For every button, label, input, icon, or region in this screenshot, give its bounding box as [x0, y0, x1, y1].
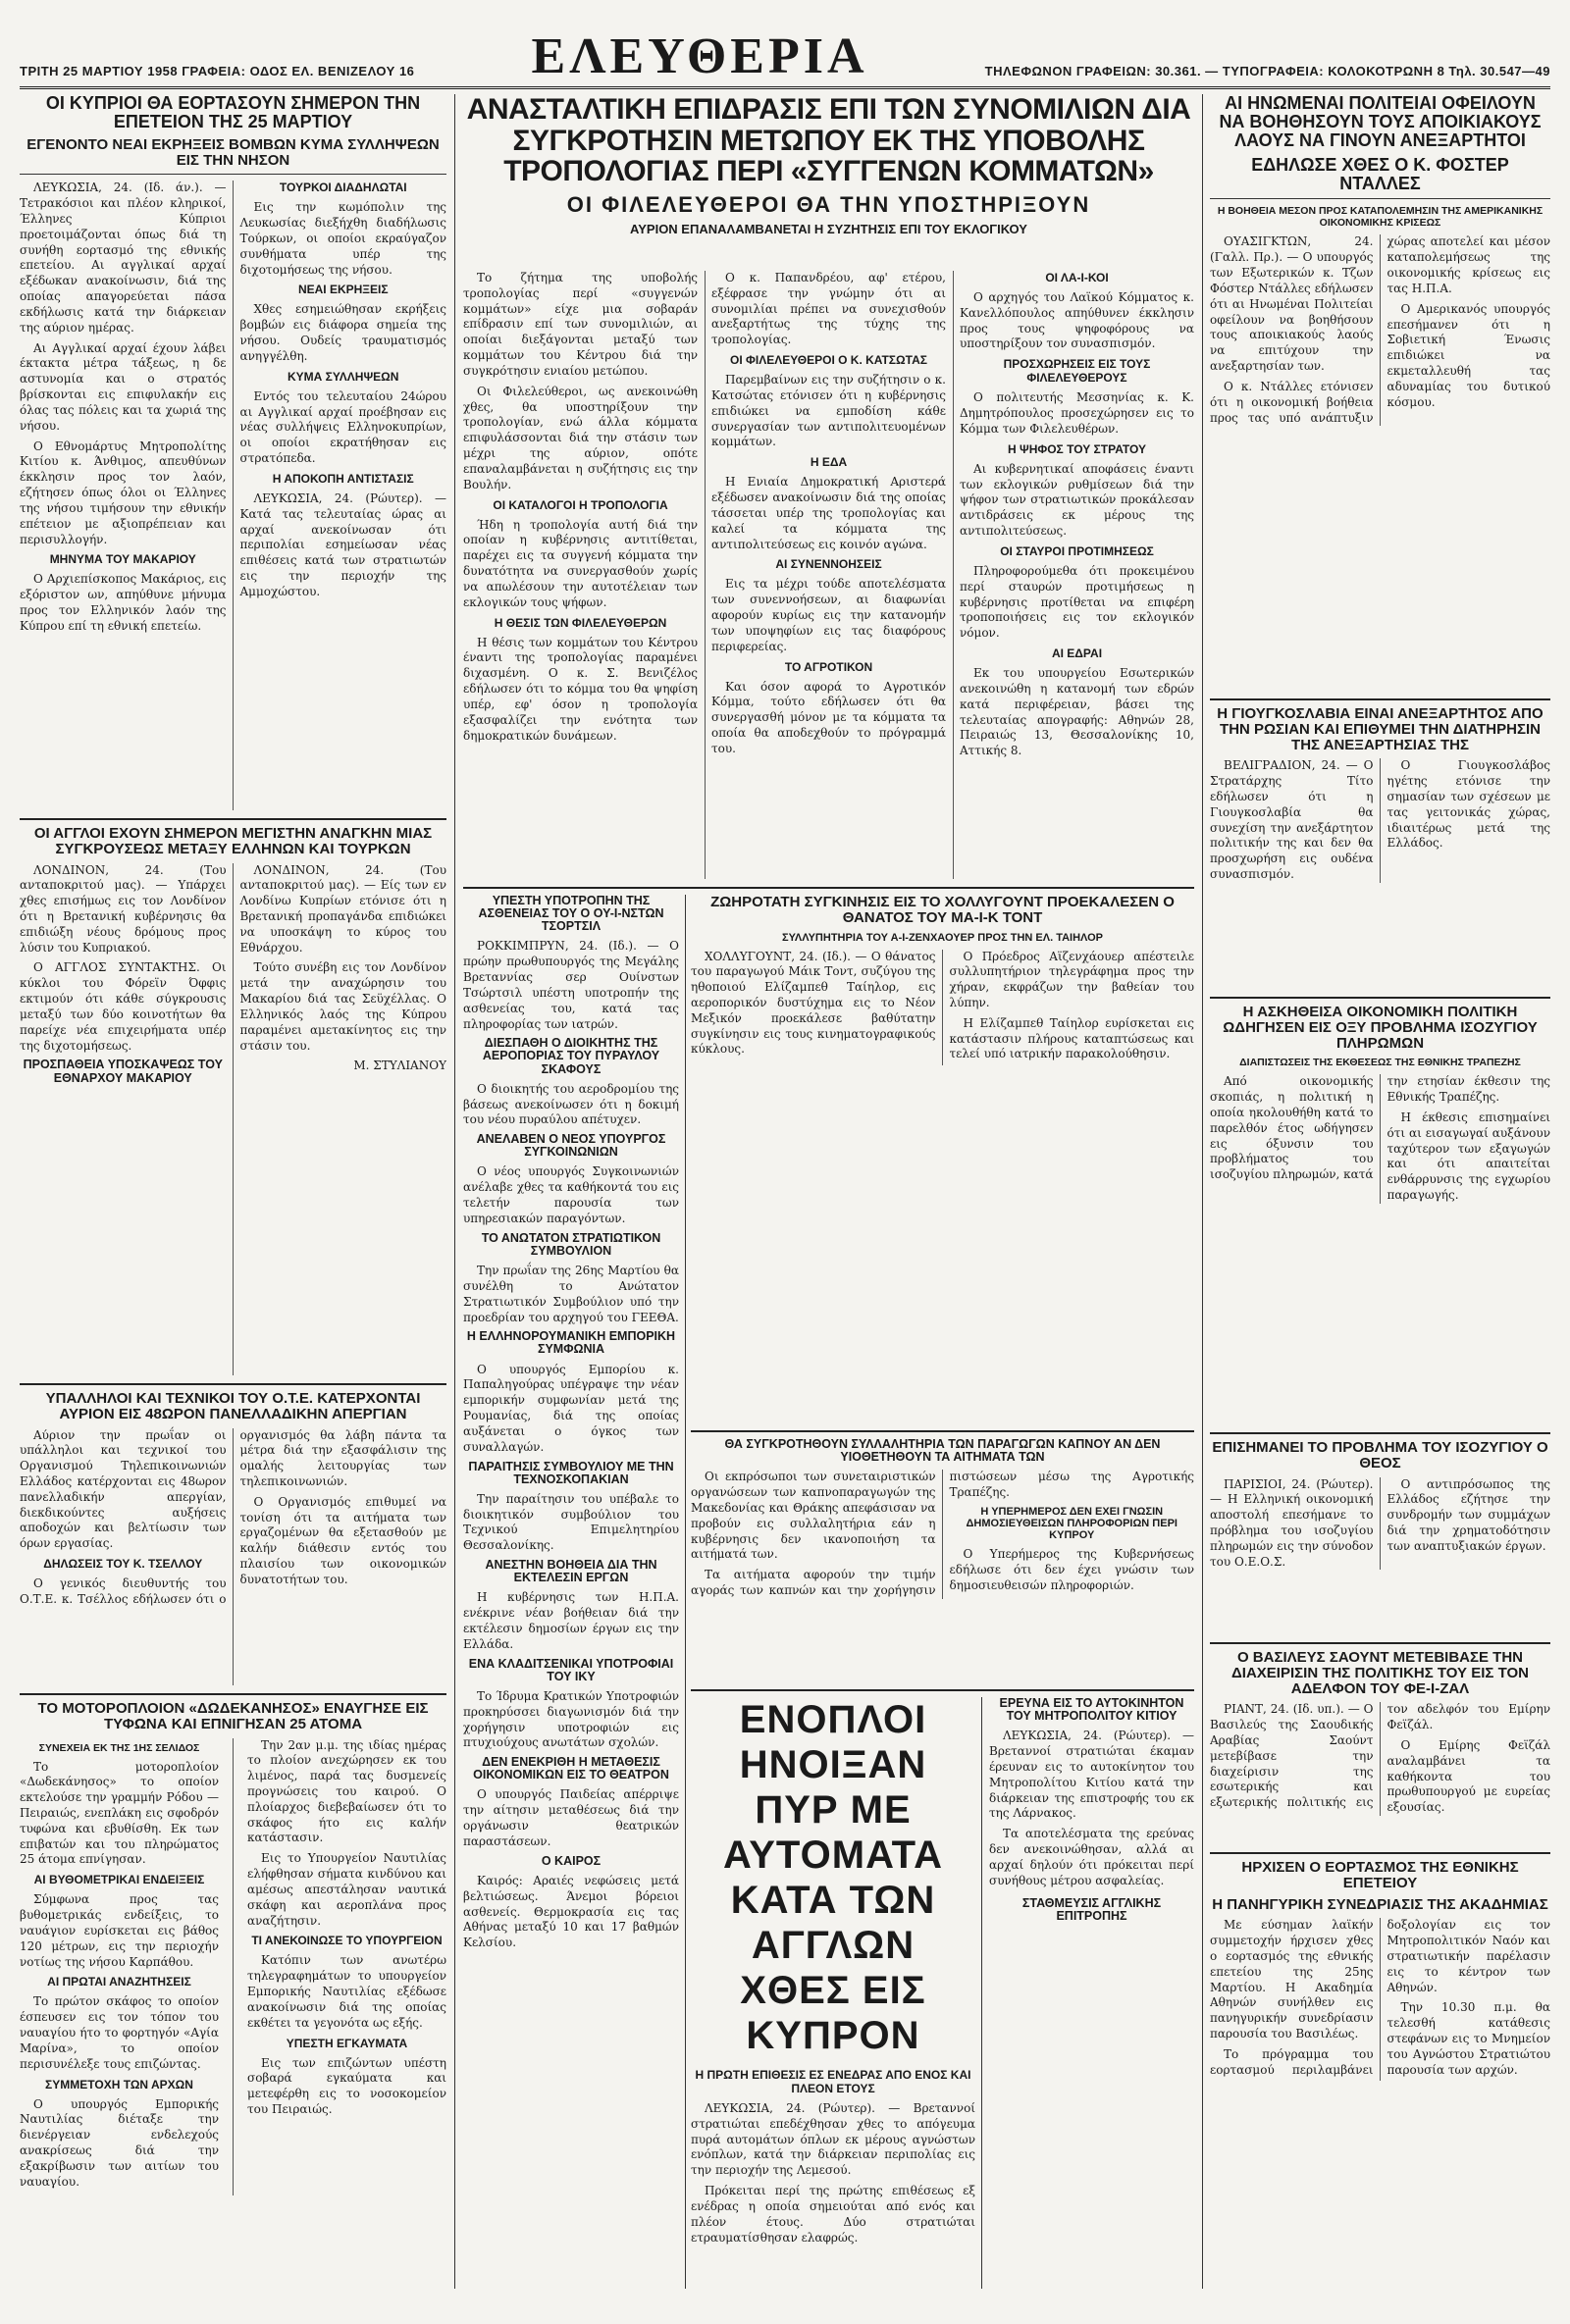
paragraph: Ο Αρχιεπίσκοπος Μακάριος, εις εξόριστον ων, απηύθυνε μήνυμα προς τον Ελληνικόν λαόν της Κύπρου επί τη εθνική επετείω. — [20, 572, 227, 633]
headline: Ο ΚΑΙΡΟΣ — [541, 1853, 602, 1868]
subheading: ΑΙ ΠΡΩΤΑΙ ΑΝΑΖΗΤΗΣΕΙΣ — [47, 1975, 191, 1989]
paragraph: Ο Εμίρης Φεϊζάλ αναλαμβάνει τα καθήκοντα του πρωθυπουργού με ευρείας εξουσίας. — [1387, 1737, 1550, 1815]
headline: ΠΑΡΑΙΤΗΣΙΣ ΣΥΜΒΟΥΛΙΟΥ ΜΕ ΤΗΝ ΤΕΧΝΟΣΚΟΠΑΚΙΑΝ — [468, 1459, 674, 1486]
headline: ΘΑ ΣΥΓΚΡΟΤΗΘΟΥΝ ΣΥΛΛΑΛΗΤΗΡΙΑ ΤΩΝ ΠΑΡΑΓΩΓΩΝ ΚΑΠΝΟΥ ΑΝ ΔΕΝ ΥΙΟΘΕΤΗΘΟΥΝ ΤΑ ΑΙΤΗΜΑΤΑ ΤΩΝ — [724, 1438, 1161, 1465]
headline: ΤΟ ΑΝΩΤΑΤΟΝ ΣΤΡΑΤΙΩΤΙΚΟΝ ΣΥΜΒΟΥΛΙΟΝ — [481, 1230, 661, 1258]
paragraph: ΛΟΝΔΙΝΟΝ, 24. (Του ανταποκριτού μας). — Είς των εν Λονδίνω Κυπρίων ετόνισε ότι η Βρετανική προπαγάνδα επιδιώκει να υποσκάψη το κύρος του Εθνάρχου. — [239, 862, 446, 955]
subheading: ΑΙ ΒΥΘΟΜΕΤΡΙΚΑΙ ΕΝΔΕΙΞΕΙΣ — [33, 1873, 205, 1887]
article-king-saud — [1210, 1650, 1550, 1846]
paragraph: Ο αρχηγός του Λαϊκού Κόμματος κ. Κανελλόπουλος απηύθυνεν έκκλησιν προς τους ψηφοφόρους να υποστηρίξουν τον συνασπισμόν. — [960, 290, 1194, 351]
paragraph: Το Ίδρυμα Κρατικών Υποτροφιών προκηρύσσει διαγωνισμόν διά την χορήγησιν υποτροφιών εις πτυχιούχους ανωτάτων σχολών. — [463, 1688, 679, 1750]
headline: ΤΟ ΜΟΤΟΡΟΠΛΟΙΟΝ «ΔΩΔΕΚΑΝΗΣΟΣ» ΕΝΑΥΓΗΣΕ ΕΙΣ ΤΥΦΩΝΑ ΚΑΙ ΕΠΝΙΓΗΣΑΝ 25 ΑΤΟΜΑ — [37, 1701, 429, 1732]
headline-secondary: ΕΓΕΝΟΝΤΟ ΝΕΑΙ ΕΚΡΗΞΕΙΣ ΒΟΜΒΩΝ ΚΥΜΑ ΣΥΛΛΗΨΕΩΝ ΕΙΣ ΤΗΝ ΝΗΣΟΝ — [20, 137, 446, 176]
section-rule — [463, 887, 1194, 889]
main-kicker: ΑΥΡΙΟΝ ΕΠΑΝΑΛΑΜΒΑΝΕΤΑΙ Η ΣΥΖΗΤΗΣΙΣ ΕΠΙ ΤΟΥ ΕΚΛΟΓΙΚΟΥ — [630, 221, 1027, 236]
paragraph: ΠΑΡΙΣΙΟΙ, 24. (Ρώυτερ). — Η Ελληνική οικονομική αποστολή επεσήμανε το πρόβλημα του ισοζυγίου πληρωμών εις την σύνοδον του Ο.Ε.Ο.Σ. — [1210, 1476, 1374, 1569]
subheading: ΟΙ ΛΑ-Ι-ΚΟΙ — [1045, 271, 1109, 284]
paragraph: Ο υπουργός Εμπορίου κ. Παπαληγούρας υπέγραψε την νέαν εμπορικήν συμφωνίαν μετά της Ρουμανίας, διά της οποίας αυξάνεται ο όγκος των συναλλαγών. — [463, 1362, 679, 1454]
main-story-headlines — [463, 94, 1194, 266]
paragraph: Τούτο συνέβη εις τον Λονδίνον μετά την αναχώρησιν του Μακαρίου διά τας Σεϋχέλλας. Ο Ελληνικός λαός της Κύπρου παραμένει αμετακίνητος εις την στάσιν του. — [239, 960, 446, 1053]
masthead-phones: ΤΗΛΕΦΩΝΟΝ ΓΡΑΦΕΙΩΝ: 30.361. — ΤΥΠΟΓΡΑΦΕΙΑ: ΚΟΛΟΚΟΤΡΩΝΗ 8 Τηλ. 30.547—49 — [984, 64, 1550, 78]
paragraph: Ο αντιπρόσωπος της Ελλάδος εζήτησε την συνδρομήν των συμμάχων διά την χρηματοδότησιν των αναπτυξιακών έργων. — [1387, 1476, 1550, 1553]
subheading: ΑΙ ΣΥΝΕΝΝΟΗΣΕΙΣ — [775, 557, 882, 572]
paragraph: Πρόκειται περί της πρώτης επιθέσεως εξ ενέδρας η οποία σημειούται από ενός και πλέον έτους. Δύο στρατιώται ετραυματίσθησαν ελαφρώς. — [691, 2184, 975, 2245]
subheading: ΤΟ ΑΓΡΟΤΙΚΟΝ — [784, 659, 873, 674]
paragraph: Εκ του υπουργείου Εσωτερικών ανεκοινώθη η κατανομή των εδρών κατά περιφέρειαν, βάσει της τελευταίας απογραφής: Αθηνών 28, Πειραιώς 13, Θεσσαλονίκης 10, Αττικής 8. — [960, 666, 1194, 758]
headline: Η ΕΛΛΗΝΟΡΟΥΜΑΝΙΚΗ ΕΜΠΟΡΙΚΗ ΣΥΜΦΩΝΙΑ — [466, 1329, 676, 1357]
paragraph: ΛΕΥΚΩΣΙΑ, 24. (Ιδ. άν.). — Τετρακόσιοι και πλέον κληρικοί, Έλληνες Κύπριοι προετοιμάζονται όπως διά τη συνήθη εορτασμό της εθνικής επετείου. Αι αγγλικαί αρχαί εξέδωκαν ανακοίνωσιν, διά της οποίας απαγορεύεται πάσα εκδήλωσις κατά την διάρκειαν της αύριον ημέρας. — [20, 181, 227, 335]
newspaper-page — [20, 18, 1550, 2289]
subheading: Η ΒΟΗΘΕΙΑ ΜΕΣΟΝ ΠΡΟΣ ΚΑΤΑΠΟΛΕΜΗΣΙΝ ΤΗΣ ΑΜΕΡΙΚΑΝΙΚΗΣ ΟΙΚΟΝΟΜΙΚΗΣ ΚΡΙΣΕΩΣ — [1217, 205, 1544, 230]
subheading: ΟΙ ΚΑΤΑΛΟΓΟΙ Η ΤΡΟΠΟΛΟΓΙΑ — [493, 497, 668, 512]
headline: ΑΙ ΗΝΩΜΕΝΑΙ ΠΟΛΙΤΕΙΑΙ ΟΦΕΙΛΟΥΝ ΝΑ ΒΟΗΘΗΣΟΥΝ ΤΟΥΣ ΑΠΟΙΚΙΑΚΟΥΣ ΛΑΟΥΣ ΝΑ ΓΙΝΟΥΝ ΑΝΕΞΑΡΤΗΤΟΙ — [1219, 94, 1542, 150]
paragraph: ΡΟΚΚΙΜΠΡΥΝ, 24. (Ιδ.). — Ο πρώην πρωθυπουργός της Μεγάλης Βρεταννίας σερ Ουίνστων Τσώρτσιλ υπέστη υποτροπήν της ασθενείας του, κατά τας πληροφορίας των ιατρών. — [463, 939, 679, 1031]
big-headline-line: ΕΝΟΠΛΟΙ ΗΝΟΙΞΑΝ — [739, 1698, 927, 1786]
paragraph: Ο Πρόεδρος Αϊζενχάουερ απέστειλε συλλυπητήριον τηλεγράφημα προς την χήραν, εκφράζων την βαθείαν του λύπην. — [949, 949, 1194, 1009]
paragraph: ΧΟΛΛΥΓΟΥΝΤ, 24. (Ιδ.). — Ο θάνατος του παραγωγού Μάικ Τοντ, συζύγου της ηθοποιού Ελίζαμπεθ Ταίηλορ, εις αεροπορικόν δυστύχημα εις το Νέον Μεξικόν προεκάλεσε βαθύτατην συγκίνησιν εις τους κινηματογραφικούς κύκλους. — [691, 949, 936, 1057]
headline: ΕΠΙΣΗΜΑΝΕΙ ΤΟ ΠΡΟΒΛΗΜΑ ΤΟΥ ΙΣΟΖΥΓΙΟΥ Ο ΘΕΟΣ — [1212, 1440, 1548, 1472]
column-rule — [1202, 94, 1203, 2289]
paragraph: Ο υπουργός Παιδείας απέρριψε την αίτησιν μεταθέσεως διά την οργάνωσιν θεατρικών παραστάσεων. — [463, 1787, 679, 1848]
paragraph: Την 2αν μ.μ. της ιδίας ημέρας το πλοίον ανεχώρησεν εκ του λιμένος, παρά τας δυσμενείς προγνώσεις του καιρού. Ο πλοίαρχος διεβεβαίωσεν ότι το σκάφος ήτο εις καλήν κατάστασιν. — [247, 1737, 446, 1845]
paragraph: ΛΟΝΔΙΝΟΝ, 24. (Του ανταποκριτού μας). — Υπάρχει χθες επισήμως εις τον Λονδίνον ότι η Βρετανική κυβέρνησις θα επιδιώξη νέους δρόμους προς λύσιν του Κυπριακού. — [20, 862, 227, 955]
paragraph: ΛΕΥΚΩΣΙΑ, 24. (Ρώυτερ). — Κατά τας τελευταίας ώρας αι αρχαί ανεκοίνωσαν ότι περιπολίαι εσημείωσαν νέας επιθέσεις κατά των στρατιωτών εις την περιοχήν της Αμμοχώστου. — [239, 491, 446, 598]
paragraph: Η θέσις των κομμάτων του Κέντρου έναντι της τροπολογίας παραμένει διχασμένη. Ο κ. Σ. Βενιζέλος εδήλωσεν ότι το κόμμα του θα ψηφίση υπέρ, εφ' όσον η τροπολογία εξασφαλίζει την ενότητα των δημοκρατικών δυνάμεων. — [463, 635, 698, 743]
paragraph: ΛΕΥΚΩΣΙΑ, 24. (Ρώυτερ). — Βρεταννοί στρατιώται έκαμαν έρευναν εις το αυτοκίνητον του Μητροπολίτου Κιτίου κατά την διάρκειαν της επιστροφής του εκ της Λάρνακος. — [989, 1729, 1194, 1821]
subheading: Η ΠΡΩΤΗ ΕΠΙΘΕΣΙΣ ΕΣ ΕΝΕΔΡΑΣ ΑΠΟ ΕΝΟΣ ΚΑΙ ΠΛΕΟΝ ΕΤΟΥΣ — [695, 2068, 971, 2095]
paragraph: Αι κυβερνητικαί αποφάσεις έναντι των εκλογικών ρυθμίσεων διά την ψήφον των στρατιωτικών προκάλεσαν αντιδράσεις εκ μέρους της αντιπολιτεύσεως. — [960, 461, 1194, 539]
headline: ΟΙ ΑΓΓΛΟΙ ΕΧΟΥΝ ΣΗΜΕΡΟΝ ΜΕΓΙΣΤΗΝ ΑΝΑΓΚΗΝ ΜΙΑΣ ΣΥΓΚΡΟΥΣΕΩΣ ΜΕΤΑΞΥ ΕΛΛΗΝΩΝ ΚΑΙ ΤΟΥΡΚΩΝ — [33, 826, 433, 857]
paragraph: Ο διοικητής του αεροδρομίου της βάσεως ανεκοίνωσεν ότι η δοκιμή του νέου πυραύλου απέτυχεν. — [463, 1081, 679, 1127]
headline: ΥΠΕΣΤΗ ΥΠΟΤΡΟΠΗΝ ΤΗΣ ΑΣΘΕΝΕΙΑΣ ΤΟΥ Ο ΟΥ-Ι-ΝΣΤΩΝ ΤΣΟΡΤΣΙΛ — [478, 895, 664, 934]
article-british-conflict — [20, 826, 446, 1375]
subheading: ΤΙ ΑΝΕΚΟΙΝΩΣΕ ΤΟ ΥΠΟΥΡΓΕΙΟΝ — [251, 1934, 443, 1948]
section-rule — [1210, 1432, 1550, 1434]
paragraph: Ο γενικός διευθυντής του Ο.Τ.Ε. κ. Τσέλλος εδήλωσεν ότι ο οργανισμός θα λάβη πάντα τα μέτρα διά την εξασφάλισιν της ομαλής λειτουργίας των τηλεπικοινωνιών. — [20, 1427, 446, 1606]
paragraph: ΛΕΥΚΩΣΙΑ, 24. (Ρώυτερ). — Βρεταννοί στρατιώται επεδέχθησαν χθες το απόγευμα πυρά αυτομάτων όπλων εκ μέρους αγνώστων ενόπλων, κατά την διάρκειαν περιπολίας εις την περιοχήν της Λεμεσού. — [691, 2101, 975, 2178]
subheading: ΜΗΝΥΜΑ ΤΟΥ ΜΑΚΑΡΙΟΥ — [49, 552, 196, 567]
page-grid — [20, 94, 1550, 2289]
headline-secondary: ΕΔΗΛΩΣΕ ΧΘΕΣ Ο Κ. ΦΟΣΤΕΡ ΝΤΑΛΛΕΣ — [1210, 156, 1550, 200]
main-subheadline: ΟΙ ΦΙΛΕΛΕΥΘΕΡΟΙ ΘΑ ΤΗΝ ΥΠΟΣΤΗΡΙΞΟΥΝ — [566, 191, 1091, 217]
paragraph: Χθες εσημειώθησαν εκρήξεις βομβών εις διάφορα σημεία της νήσου. Ουδείς τραυματισμός ανηγγέλθη. — [239, 302, 446, 363]
article-balance-oees — [1210, 1440, 1550, 1636]
subheading: ΣΥΜΜΕΤΟΧΗ ΤΩΝ ΑΡΧΩΝ — [45, 2077, 193, 2092]
paragraph: Οι εκπρόσωποι των συνεταιριστικών οργανώσεων των καπνοπαραγωγών της Μακεδονίας και Θράκης απεφάσισαν να προβούν εις συλλαλητήρια εάν η κυβέρνησις δεν ικανοποιήση τα αιτήματά των. — [691, 1470, 936, 1562]
subheading: ΣΥΛΛΥΠΗΤΗΡΙΑ ΤΟΥ Α-Ι-ΖΕΝΧΑΟΥΕΡ ΠΡΟΣ ΤΗΝ ΕΛ. ΤΑΙΗΛΟΡ — [781, 931, 1103, 944]
paragraph: Εις των επιζώντων υπέστη σοβαρά εγκαύματα και μετεφέρθη εις το νοσοκομείον του Πειραιώς. — [247, 2055, 446, 2117]
paragraph: Ο ΑΓΓΛΟΣ ΣΥΝΤΑΚΤΗΣ. Οι κύκλοι του Φόρεϊν Όφφις εκτιμούν ότι κάθε σύγκρουσις μεταξύ των δύο κοινοτήτων θα παρείχε νέα επιχειρήματα υπέρ της διχοτομήσεως. — [20, 960, 227, 1053]
main-story-body — [463, 271, 1194, 879]
paragraph: Η Ελίζαμπεθ Ταίηλορ ευρίσκεται εις κατάστασιν πλήρους καταπτώσεως και τελεί υπό ιατρικήν παρακολούθησιν. — [949, 1015, 1194, 1061]
big-headline-line: ΧΘΕΣ ΕΙΣ ΚΥΠΡΟΝ — [740, 1969, 926, 2057]
article-national-anniversary — [1210, 1860, 1550, 2289]
paragraph: Ο κ. Παπανδρέου, αφ' ετέρου, εξέφρασε την γνώμην ότι αι συνομιλίαι πρέπει να συνεχισθούν ανεξαρτήτως της τύχης της τροπολογίας. — [711, 271, 946, 347]
short-news-column — [463, 895, 679, 2289]
paragraph: Το πρόγραμμα του εορτασμού περιλαμβάνει δοξολογίαν εις τον Μητροπολιτικόν Ναόν και στρατιωτικήν παρέλασιν εις το κέντρον των Αθηνών. — [1210, 1918, 1550, 2077]
subheading: ΚΥΜΑ ΣΥΛΛΗΨΕΩΝ — [288, 369, 399, 384]
article-yugoslavia — [1210, 706, 1550, 991]
paragraph: Την παραίτησιν του υπέβαλε το διοικητικόν συμβούλιον του Τεχνικού Επιμελητηρίου Θεσσαλονίκης. — [463, 1491, 679, 1553]
headline: ΕΡΕΥΝΑ ΕΙΣ ΤΟ ΑΥΤΟΚΙΝΗΤΟΝ ΤΟΥ ΜΗΤΡΟΠΟΛΙΤΟΥ ΚΙΤΙΟΥ — [999, 1697, 1184, 1724]
article-armed-attack-cyprus — [691, 1697, 975, 2289]
main-headline: ΑΝΑΣΤΑΛΤΙΚΗ ΕΠΙΔΡΑΣΙΣ ΕΠΙ ΤΩΝ ΣΥΝΟΜΙΛΙΩΝ ΔΙΑ ΣΥΓΚΡΟΤΗΣΙΝ ΜΕΤΩΠΟΥ ΕΚ ΤΗΣ ΥΠΟΒΟΛΗΣ ΤΡΟΠΟΛΟΓΙΑΣ ΠΕΡΙ «ΣΥΓΓΕΝΩΝ ΚΟΜΜΑΤΩΝ» — [466, 94, 1191, 187]
column-rule — [685, 895, 686, 2289]
section-rule — [20, 818, 446, 820]
paragraph: Ο νέος υπουργός Συγκοινωνιών ανέλαβε χθες τα καθήκοντά του εις τελετήν παρουσία των υπηρεσιακών παραγόντων. — [463, 1164, 679, 1225]
subheading: ΤΟΥΡΚΟΙ ΔΙΑΔΗΛΩΤΑΙ — [279, 181, 407, 195]
newspaper-title: ΕΛΕΥΘΕΡΙΑ — [531, 28, 868, 84]
paragraph: ΒΕΛΙΓΡΑΔΙΟΝ, 24. — Ο Στρατάρχης Τίτο εδήλωσεν ότι η Γιουγκοσλαβία θα συνεχίση την ανεξάρτητον πολιτικήν της και δεν θα προσχωρήση εις ουδένα συνασπισμόν. — [1210, 758, 1374, 882]
subheading: ΟΙ ΦΙΛΕΛΕΥΘΕΡΟΙ Ο Κ. ΚΑΤΣΩΤΑΣ — [730, 353, 927, 368]
paragraph: Το ζήτημα της υποβολής τροπολογίας περί «συγγενών κομμάτων» είχε μια σοβαράν επίδρασιν επί των συνομιλιών, αι οποίαι διεξάγονται μεταξύ των κομμάτων του Κέντρου διά την συγκρότησιν ενιαίου μετώπου. — [463, 271, 698, 378]
headline: ΑΝΕΛΑΒΕΝ Ο ΝΕΟΣ ΥΠΟΥΡΓΟΣ ΣΥΓΚΟΙΝΩΝΙΩΝ — [476, 1132, 666, 1160]
subheading: ΔΙΑΠΙΣΤΩΣΕΙΣ ΤΗΣ ΕΚΘΕΣΕΩΣ ΤΗΣ ΕΘΝΙΚΗΣ ΤΡΑΠΕΖΗΣ — [1239, 1057, 1521, 1069]
section-rule — [1210, 1642, 1550, 1644]
subheading: ΔΗΛΩΣΕΙΣ ΤΟΥ Κ. ΤΣΕΛΛΟΥ — [43, 1557, 203, 1572]
byline: Μ. ΣΤΥΛΙΑΝΟΥ — [353, 1059, 446, 1073]
paragraph: Ο Εθνομάρτυς Μητροπολίτης Κιτίου κ. Άνθιμος, απευθύνων έκκλησιν προς τον λαόν, εζήτησεν όπως όλοι οι Έλληνες της νήσου τιμήσουν την εθνικήν επέτειον με αξιοπρέπειαν και περισυλλογήν. — [20, 439, 227, 546]
paragraph: Εντός του τελευταίου 24ώρου αι Αγγλικαί αρχαί προέβησαν εις νέας συλλήψεις Ελληνοκυπρίων, οι οποίοι εκρατήθησαν εις στρατόπεδα. — [239, 388, 446, 466]
article-balance-of-payments — [1210, 1005, 1550, 1426]
paragraph: Σύμφωνα προς τας βυθομετρικάς ενδείξεις, το ναυάγιον ευρίσκεται εις βάθος 120 μέτρων, εις την περιοχήν νοτίως της νήσου Καρπάθου. — [20, 1892, 219, 1969]
section-rule — [691, 1689, 1194, 1691]
paragraph: Τα αποτελέσματα της ερεύνας δεν ανεκοινώθησαν, αλλά αι αρχαί δηλούν ότι πρόκειται περί συνήθους μέτρου ασφαλείας. — [989, 1827, 1194, 1887]
paragraph: Αύριον την πρωΐαν οι υπάλληλοι και τεχνικοί του Οργανισμού Τηλεπικοινωνιών Ελλάδος κατέρχονται εις 48ωρον πανελλαδικήν απεργίαν, διεκδικούντες αυξήσεις αποδοχών και βελτίωσιν των όρων εργασίας. — [20, 1427, 227, 1551]
masthead-date-address: ΤΡΙΤΗ 25 ΜΑΡΤΙΟΥ 1958 ΓΡΑΦΕΙΑ: ΟΔΟΣ ΕΛ. ΒΕΝΙΖΕΛΟΥ 16 — [20, 64, 415, 78]
subheading: Η ΨΗΦΟΣ ΤΟΥ ΣΤΡΑΤΟΥ — [1008, 441, 1146, 456]
paragraph: Και όσον αφορά το Αγροτικόν Κόμμα, τούτο εδήλωσεν ότι θα συνεργασθή μόνον με τα κόμματα τα οποία θα αποδεχθούν το πρόγραμμά του. — [711, 679, 946, 755]
big-headline-line: ΚΑΤΑ ΤΩΝ ΑΓΓΛΩΝ — [730, 1879, 936, 1967]
paragraph: Την 10.30 π.μ. θα τελεσθή κατάθεσις στεφάνων εις το Μνημείον του Αγνώστου Στρατιώτου παρουσία των αρχών. — [1387, 2000, 1550, 2077]
section-rule — [1210, 1852, 1550, 1854]
paragraph: Το πρώτον σκάφος το οποίον έσπευσεν εις τον τόπον του ναυαγίου ήτο το φορτηγόν «Αγία Μαρίνα», το οποίον περισυνέλεξε τους επιζώντας. — [20, 1994, 219, 2071]
big-headline — [691, 1697, 975, 2058]
headline: ΔΕΝ ΕΝΕΚΡΙΘΗ Η ΜΕΤΑΘΕΣΙΣ ΟΙΚΟΝΟΜΙΚΩΝ ΕΙΣ ΤΟ ΘΕΑΤΡΟΝ — [473, 1755, 669, 1782]
subheading: ΥΠΕΣΤΗ ΕΓΚΑΥΜΑΤΑ — [286, 2036, 408, 2050]
paragraph: Τα αιτήματα αφορούν την τιμήν αγοράς των καπνών και την χορήγησιν πιστώσεων μέσω της Αγροτικής Τραπέζης. — [691, 1470, 1194, 1598]
paragraph: ΟΥΑΣΙΓΚΤΩΝ, 24. (Γαλλ. Πρ.). — Ο υπουργός των Εξωτερικών κ. Τζων Φόστερ Ντάλλες εδήλωσεν ότι αι Ηνωμέναι Πολιτείαι οφείλουν να βοηθήσουν τους αποικιακούς λαούς να επιτύχουν την ανεξαρτησίαν των. — [1210, 234, 1374, 374]
paragraph: ΡΙΑΝΤ, 24. (Ιδ. υπ.). — Ο Βασιλεύς της Σαουδικής Αραβίας Σαούντ μετεβίβασε την διαχείρισιν της εσωτερικής και εξωτερικής πολιτικής εις τον αδελφόν του Εμίρην Φεϊζάλ. — [1210, 1702, 1550, 1810]
headline: Η ΓΙΟΥΓΚΟΣΛΑΒΙΑ ΕΙΝΑΙ ΑΝΕΞΑΡΤΗΤΟΣ ΑΠΟ ΤΗΝ ΡΩΣΙΑΝ ΚΑΙ ΕΠΙΘΥΜΕΙ ΤΗΝ ΔΙΑΤΗΡΗΣΙΝ ΤΗΣ ΑΝΕΞΑΡΤΗΣΙΑΣ ΤΗΣ — [1217, 706, 1544, 753]
continuation-note: ΣΥΝΕΧΕΙΑ ΕΚ ΤΗΣ 1ΗΣ ΣΕΛΙΔΟΣ — [38, 1741, 200, 1754]
subheading: ΑΙ ΕΔΡΑΙ — [1051, 646, 1103, 661]
paragraph: Ο Υπερήμερος της Κυβερνήσεως εδήλωσε ότι δεν έχει γνώσιν των δημοσιευθεισών πληροφοριών. — [949, 1546, 1194, 1592]
paragraph: Κατόπιν των ανωτέρω τηλεγραφημάτων το υπουργείον Εμπορικής Ναυτιλίας εξέδωσε ανακοίνωσιν διά της οποίας εκθέτει τα γεγονότα ως εξής. — [247, 1953, 446, 2030]
section-rule — [1210, 698, 1550, 700]
article-cyprus-anniversary — [20, 94, 446, 810]
paragraph: Πληροφορούμεθα ότι προκειμένου περί σταυρών προτιμήσεως η κυβέρνησις προτίθεται να επιφέρη τροποποιήσεις εις τον εκλογικόν νόμον. — [960, 563, 1194, 641]
column-rule — [981, 1697, 982, 2289]
paragraph: Το μοτοροπλοίον «Δωδεκάνησος» το οποίον εκτελούσε την γραμμήν Ρόδου — Πειραιώς, ενεπλάκη εις σφοδρόν τυφώνα και εβυθίσθη. Εκ των επιβατών και του πληρώματος 25 άτομα επνίγησαν. — [20, 1759, 219, 1867]
headline: Η ΑΣΚΗΘΕΙΣΑ ΟΙΚΟΝΟΜΙΚΗ ΠΟΛΙΤΙΚΗ ΩΔΗΓΗΣΕΝ ΕΙΣ ΟΞΥ ΠΡΟΒΛΗΜΑ ΙΣΟΖΥΓΙΟΥ ΠΛΗΡΩΜΩΝ — [1223, 1005, 1538, 1052]
paragraph: Εις τα μέχρι τούδε αποτελέσματα των συνεννοήσεων, αι διαφωνίαι αφορούν κυρίως εις την κατανομήν των υποψηφίων εις τας διαφόρους περιφερείας. — [711, 577, 946, 653]
article-tobacco-producers — [691, 1438, 1194, 1683]
paragraph: Ο Γιουγκοσλάβος ηγέτης ετόνισε την σημασίαν των σχέσεων με τας γειτονικάς χώρας, ιδιαιτέρως μετά της Ελλάδος. — [1387, 758, 1550, 851]
paragraph: Παρεμβαίνων εις την συζήτησιν ο κ. Κατσώτας ετόνισεν ότι η κυβέρνησις επιδιώκει να εμποδίση κάθε συνεργασίαν των αντιπολιτευομένων κομμάτων. — [711, 373, 946, 449]
headline: ΕΝΑ ΚΛΑΔΙΤΣΕΝΙΚΑΙ ΥΠΟΤΡΟΦΙΑΙ ΤΟΥ ΙΚΥ — [468, 1656, 674, 1683]
paragraph: Ο υπουργός Εμπορικής Ναυτιλίας διέταξε την διενέργειαν ενδελεχούς ανακρίσεως διά την εξακρίβωσιν των αιτίων του ναυαγίου. — [20, 2096, 219, 2189]
paragraph: Η κυβέρνησις των Η.Π.Α. ενέκρινε νέαν βοήθειαν διά την εκτέλεσιν δημοσίων έργων εις την Ελλάδα. — [463, 1590, 679, 1651]
paragraph: Ο κ. Ντάλλες ετόνισεν ότι η οικονομική βοήθεια προς τας υπό ανάπτυξιν χώρας αποτελεί και μέσον καταπολεμήσεως της οικονομικής κρίσεως εις τας Η.Π.Α. — [1210, 234, 1550, 425]
paragraph: Η έκθεσις επισημαίνει ότι αι εισαγωγαί αυξάνουν ταχύτερον των εξαγωγών και ότι απαιτείται ενθάρρυνσις της εγχωρίου παραγωγής. — [1387, 1110, 1550, 1203]
paragraph: Εις το Υπουργείον Ναυτιλίας ελήφθησαν σήματα κινδύνου και αμέσως απεστάλησαν ναυτικά σκάφη και αεροπλάνα προς αναζήτησιν. — [247, 1851, 446, 1928]
subheading: Η ΘΕΣΙΣ ΤΩΝ ΦΙΛΕΛΕΥΘΕΡΩΝ — [494, 615, 667, 630]
article-hollywood-mike-todd — [691, 895, 1194, 1424]
article-ote-strike — [20, 1391, 446, 1685]
article-search-bishop-car — [989, 1697, 1194, 2289]
paragraph: Την πρωΐαν της 26ης Μαρτίου θα συνέλθη το Ανώτατον Στρατιωτικόν Συμβούλιον υπό την προεδρίαν του αρχηγού του ΓΕΕΘΑ. — [463, 1264, 679, 1324]
paragraph: Ήδη η τροπολογία αυτή διά την οποίαν η κυβέρνησις αντιτίθεται, παρέχει εις τα συγγενή κόμματα την δυνατότητα να συνεργασθούν χωρίς να απωλέσουν την αυτοτέλειαν των εκλογικών τους ψήφων. — [463, 517, 698, 609]
section-rule — [20, 1693, 446, 1695]
paragraph: Αι Αγγλικαί αρχαί έχουν λάβει έκτακτα μέτρα τάξεως, η δε αστυνομία και ο στρατός βρίσκονται εις επιφυλακήν εις όλας τας πόλεις και τα χωριά της νήσου. — [20, 340, 227, 433]
section-rule — [1210, 997, 1550, 999]
headline-secondary: Η ΠΑΝΗΓΥΡΙΚΗ ΣΥΝΕΔΡΙΑΣΙΣ ΤΗΣ ΑΚΑΔΗΜΙΑΣ — [1212, 1895, 1548, 1913]
section-rule — [20, 1383, 446, 1385]
headline: ΟΙ ΚΥΠΡΙΟΙ ΘΑ ΕΟΡΤΑΣΟΥΝ ΣΗΜΕΡΟΝ ΤΗΝ ΕΠΕΤΕΙΟΝ ΤΗΣ 25 ΜΑΡΤΙΟΥ — [45, 94, 421, 131]
paragraph: Από οικονομικής σκοπιάς, η πολιτική η οποία ηκολουθήθη κατά το παρελθόν έτος ωδήγησεν εις όξυνσιν του προβλήματος του ισοζυγίου πληρωμών, κατά την ετησίαν έκθεσιν της Εθνικής Τραπέζης. — [1210, 1074, 1550, 1182]
paragraph: Καιρός: Αραιές νεφώσεις μετά βελτιώσεως. Άνεμοι βόρειοι ασθενείς. Θερμοκρασία εις τας Αθήνας μεταξύ 10 και 17 βαθμών Κελσίου. — [463, 1873, 679, 1950]
paragraph: Με εύσημαν λαϊκήν συμμετοχήν ήρχισεν χθες ο εορτασμός της εθνικής επετείου της 25ης Μαρτίου. Η Ακαδημία Αθηνών συνήλθεν εις πανηγυρικήν συνεδρίασιν παρουσία του Βασιλέως. — [1210, 1918, 1374, 2041]
subheading: Η ΕΔΑ — [810, 455, 848, 470]
big-headline-line: ΠΥΡ ΜΕ ΑΥΤΟΜΑΤΑ — [723, 1788, 943, 1877]
headline: ΗΡΧΙΣΕΝ Ο ΕΟΡΤΑΣΜΟΣ ΤΗΣ ΕΘΝΙΚΗΣ ΕΠΕΤΕΙΟΥ — [1241, 1860, 1519, 1891]
headline: ΑΝΕΣΤΗΝ ΒΟΗΘΕΙΑ ΔΙΑ ΤΗΝ ΕΚΤΕΛΕΣΙΝ ΕΡΓΩΝ — [485, 1558, 657, 1585]
subheading: Η ΥΠΕΡΗΜΕΡΟΣ ΔΕΝ ΕΧΕΙ ΓΝΩΣΙΝ ΔΗΜΟΣΙΕΥΘΕΙΣΩΝ ΠΛΗΡΟΦΟΡΙΩΝ ΠΕΡΙ ΚΥΠΡΟΥ — [966, 1505, 1178, 1541]
headline: ΣΤΑΘΜΕΥΣΙΣ ΑΓΓΛΙΚΗΣ ΕΠΙΤΡΟΠΗΣ — [1021, 1895, 1162, 1923]
paragraph: Η Ενιαία Δημοκρατική Αριστερά εξέδωσεν ανακοίνωσιν διά της οποίας τάσσεται υπέρ της τροπολογίας και καλεί τα κόμματα της αντιπολιτεύσεως εις κοινόν αγώνα. — [711, 475, 946, 551]
headline: ΥΠΑΛΛΗΛΟΙ ΚΑΙ ΤΕΧΝΙΚΟΙ ΤΟΥ Ο.Τ.Ε. ΚΑΤΕΡΧΟΝΤΑΙ ΑΥΡΙΟΝ ΕΙΣ 48ΩΡΟΝ ΠΑΝΕΛΛΑΔΙΚΗΝ ΑΠΕΡΓΙΑΝ — [45, 1391, 421, 1422]
column-rule — [454, 94, 455, 2289]
article-dulles-colonial — [1210, 94, 1550, 693]
paragraph: Ο Οργανισμός επιθυμεί να τονίση ότι τα αιτήματα των εργαζομένων θα εξετασθούν με καλήν διάθεσιν εντός του πλαισίου των οικονομικών δυνατοτήτων του. — [239, 1494, 446, 1586]
headline: ΠΡΟΣΠΑΘΕΙΑ ΥΠΟΣΚΑΨΕΩΣ ΤΟΥ ΕΘΝΑΡΧΟΥ ΜΑΚΑΡΙΟΥ — [23, 1058, 223, 1085]
article-dodecanese-shipwreck — [20, 1701, 446, 2289]
paragraph: Ο πολιτευτής Μεσσηνίας κ. Κ. Δημητρόπουλος προσεχώρησεν εις το Κόμμα των Φιλελευθέρων. — [960, 390, 1194, 436]
masthead — [20, 18, 1550, 89]
paragraph: Οι Φιλελεύθεροι, ως ανεκοινώθη χθες, θα υποστηρίξουν την τροπολογίαν, ενώ άλλα κόμματα επιφυλάσσονται διά την στάσιν των μέχρι της αύριον, οπότε επαναλαμβάνεται η συζήτησις εις την Βουλήν. — [463, 384, 698, 491]
headline: ΖΩΗΡΟΤΑΤΗ ΣΥΓΚΙΝΗΣΙΣ ΕΙΣ ΤΟ ΧΟΛΛΥΓΟΥΝΤ ΠΡΟΕΚΑΛΕΣΕΝ Ο ΘΑΝΑΤΟΣ ΤΟΥ ΜΑ-Ι-Κ ΤΟΝΤ — [710, 895, 1175, 926]
subheading: ΝΕΑΙ ΕΚΡΗΞΕΙΣ — [297, 283, 389, 297]
headline: Ο ΒΑΣΙΛΕΥΣ ΣΑΟΥΝΤ ΜΕΤΕΒΙΒΑΣΕ ΤΗΝ ΔΙΑΧΕΙΡΙΣΙΝ ΤΗΣ ΠΟΛΙΤΙΚΗΣ ΤΟΥ ΕΙΣ ΤΟΝ ΑΔΕΛΦΟΝ ΤΟΥ ΦΕ-Ι-ΖΑΛ — [1231, 1650, 1529, 1697]
paragraph: Ο Αμερικανός υπουργός επεσήμανεν ότι η Σοβιετική Ένωσις επιδιώκει να εκμεταλλευθή τας αδυναμίας του δυτικού κόσμου. — [1387, 301, 1550, 409]
subheading: ΟΙ ΣΤΑΥΡΟΙ ΠΡΟΤΙΜΗΣΕΩΣ — [1000, 543, 1154, 558]
headline: ΔΙΕΣΠΑΘΗ Ο ΔΙΟΙΚΗΤΗΣ ΤΗΣ ΑΕΡΟΠΟΡΙΑΣ ΤΟΥ ΠΥΡΑΥΛΟΥ ΣΚΑΦΟΥΣ — [482, 1036, 660, 1076]
subheading: Η ΑΠΟΚΟΠΗ ΑΝΤΙΣΤΑΣΙΣ — [272, 471, 414, 486]
paragraph: Εις την κωμόπολιν της Λευκωσίας διεξήχθη διαδήλωσις Τούρκων, οι οποίοι εκραύγαζον συνθήματα υπέρ της διχοτομήσεως της νήσου. — [239, 200, 446, 277]
section-rule — [691, 1430, 1194, 1432]
subheading: ΠΡΟΣΧΩΡΗΣΕΙΣ ΕΙΣ ΤΟΥΣ ΦΙΛΕΛΕΥΘΕΡΟΥΣ — [1003, 357, 1151, 386]
